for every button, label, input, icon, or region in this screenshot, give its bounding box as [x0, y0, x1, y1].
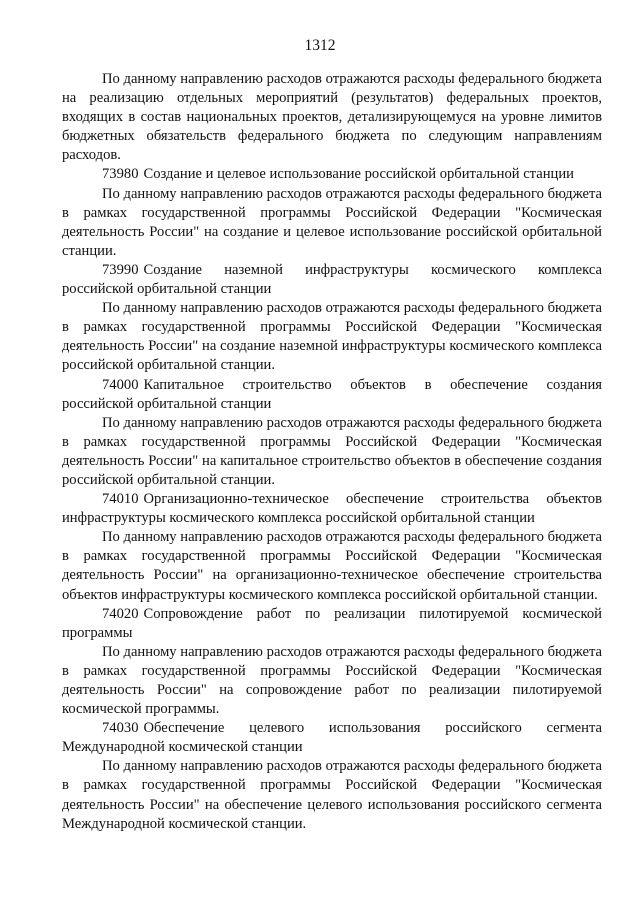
section-paragraph-73990: По данному направлению расходов отражаются расходы федерального бюджета в рамках государственной программы Российской Федерации "Космическая деятельность России" на создание наземной инфраструктуры космического комплекса российской орбитальной станции. [62, 300, 602, 374]
section-title: Капитальное строительство объектов в обеспечение создания российской орбитальной станции [62, 376, 602, 412]
intro-paragraph: По данному направлению расходов отражаются расходы федерального бюджета на реализацию отдельных мероприятий (результатов) федеральных проектов, входящих в состав национальных проектов, детализирующемуся на уровне лимитов бюджетных обязательств федерального бюджета по следующим направлениям расходов. [62, 71, 602, 164]
section-code: 74000 [102, 376, 139, 393]
section-code: 73980 [102, 166, 139, 183]
section-paragraph-74030: По данному направлению расходов отражаются расходы федерального бюджета в рамках государственной программы Российской Федерации "Космическая деятельность России" на обеспечение целевого использования российского сегмента Международной космической станции. [62, 758, 602, 832]
document-body [62, 70, 602, 834]
section-title: Создание наземной инфраструктуры космического комплекса российской орбитальной станции [62, 261, 602, 298]
section-heading-73990 [62, 261, 602, 299]
section-title: Сопровождение работ по реализации пилотируемой космической программы [62, 605, 602, 641]
section-title: Организационно-техническое обеспечение строительства объектов инфраструктуры космического комплекса российской орбитальной станции [62, 491, 602, 527]
section-paragraph-74000: По данному направлению расходов отражаются расходы федерального бюджета в рамках государственной программы Российской Федерации "Космическая деятельность России" на капитальное строительство объектов в обеспечение создания российской орбитальной станции. [62, 414, 602, 488]
section-heading-74020 [62, 605, 602, 643]
section-paragraph-74020: По данному направлению расходов отражаются расходы федерального бюджета в рамках государственной программы Российской Федерации "Космическая деятельность России" на сопровождение работ по реализации пилотируемой космической программы. [62, 643, 602, 718]
section-code: 74020 [102, 605, 139, 622]
section-code: 73990 [102, 261, 139, 278]
section-paragraph-74010: По данному направлению расходов отражаются расходы федерального бюджета в рамках государственной программы Российской Федерации "Космическая деятельность России" на организационно-техническое обеспечение строительства объектов инфраструктуры космического комплекса российской орбитальной станции. [62, 529, 602, 603]
section-paragraph-73980: По данному направлению расходов отражаются расходы федерального бюджета в рамках государственной программы Российской Федерации "Космическая деятельность России" на создание и целевое использование российской орбитальной станции. [62, 185, 602, 259]
section-title: Обеспечение целевого использования российского сегмента Международной космической станции [62, 720, 602, 756]
page-number: 1312 [304, 37, 336, 54]
section-code: 74030 [102, 720, 139, 737]
section-code: 74010 [102, 491, 139, 508]
section-heading-74030 [62, 719, 602, 757]
section-heading-73980 [62, 165, 602, 184]
section-heading-74000 [62, 376, 602, 414]
section-title: Создание и целевое использование российской орбитальной станции [143, 166, 574, 183]
section-heading-74010 [62, 490, 602, 528]
